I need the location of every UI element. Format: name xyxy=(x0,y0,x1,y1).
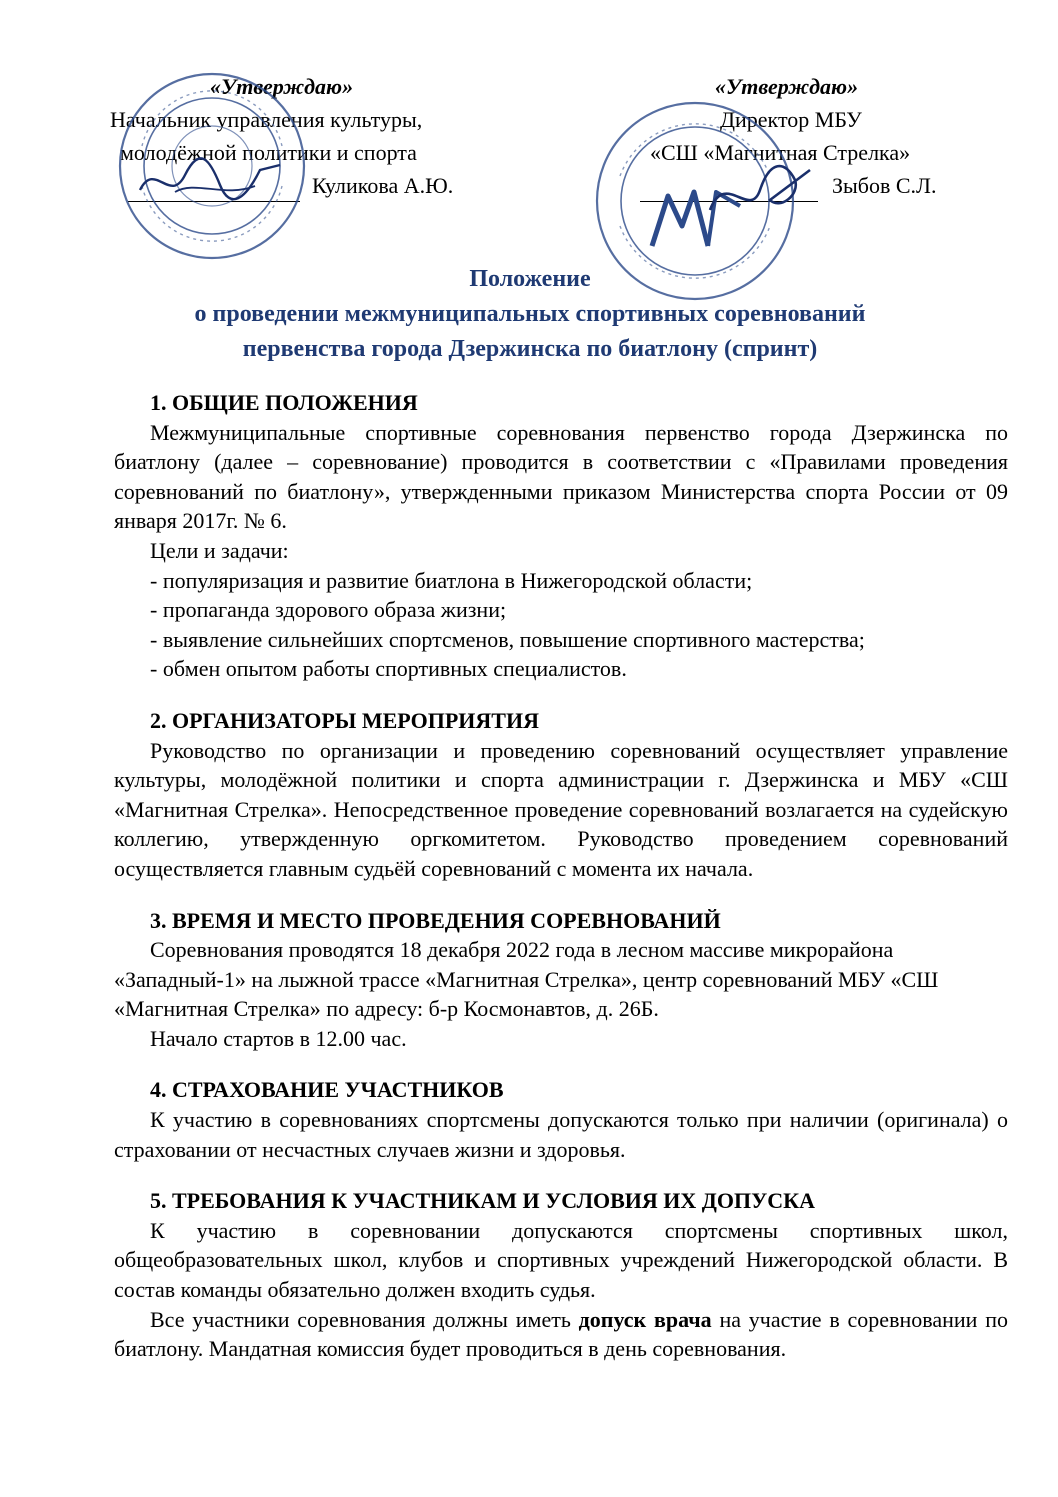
para2-text-after: на участие в соревновании по биатлону. Мандатная комиссия будет проводиться в день соревнования. xyxy=(114,1306,1008,1362)
goal-item: - обмен опытом работы спортивных специалистов. xyxy=(150,656,627,682)
signatory-name-left: Куликова А.Ю. xyxy=(312,173,454,198)
approval-position-right-line1: Директор МБУ xyxy=(720,107,862,132)
signature-right xyxy=(700,150,820,230)
signatory-name-right: Зыбов С.Л. xyxy=(832,173,937,198)
approval-heading-right: «Утверждаю» xyxy=(715,74,859,99)
signature-left xyxy=(135,150,285,210)
document-title-line2: о проведении межмуниципальных спортивных соревнований xyxy=(194,301,866,327)
section-4-paragraph: К участию в соревнованиях спортсмены допускаются только при наличии (оригинала) о страховании от несчастных случаев жизни и здоровья. xyxy=(114,1107,1008,1162)
document-title-line3: первенства города Дзержинска по биатлону (спринт) xyxy=(242,336,818,362)
section-5-paragraph-1: К участию в соревновании допускаются спортсмены спортивных школ, общеобразовательных школ, клубов и спортивных учреждений Нижегородской области. В состав команды обязательно должен входить судья. xyxy=(114,1217,1008,1303)
document-title xyxy=(80,262,980,367)
approval-position-right-line2: «СШ «Магнитная Стрелка» xyxy=(650,140,911,165)
para2-text-before: Все участники соревнования должны иметь xyxy=(150,1306,579,1332)
section-3-start-time: Начало стартов в 12.00 час. xyxy=(150,1025,407,1051)
approval-position-left-line2: молодёжной политики и спорта xyxy=(120,140,417,165)
section-3-heading: 3. ВРЕМЯ И МЕСТО ПРОВЕДЕНИЯ СОРЕВНОВАНИЙ xyxy=(150,907,721,933)
goal-item: - пропаганда здорового образа жизни; xyxy=(150,597,507,623)
section-1-paragraph: Межмуниципальные спортивные соревнования первенство города Дзержинска по биатлону (далее – соревнование) проводится в соответствии с «Правилами проведения соревнований по биатлону», утвержденными приказом Министерства спорта России от 09 января 2017г. № 6. xyxy=(114,419,1008,534)
goal-item: - выявление сильнейших спортсменов, повышение спортивного мастерства; xyxy=(150,626,865,652)
section-gap xyxy=(114,1053,1008,1075)
section-4-heading: 4. СТРАХОВАНИЕ УЧАСТНИКОВ xyxy=(150,1077,504,1103)
section-2-paragraph: Руководство по организации и проведению соревнований осуществляет управление культуры, молодёжной политики и спорта администрации г. Дзержинска и МБУ «СШ «Магнитная Стрелка». Непосредственное проведение соревнований возлагается на судейскую коллегию, утвержденную оргкомитетом. Руководство проведением соревнований осуществляется главным судьёй соревнований с момента их начала. xyxy=(114,737,1008,881)
section-1-heading: 1. ОБЩИЕ ПОЛОЖЕНИЯ xyxy=(150,390,418,415)
section-2-heading: 2. ОРГАНИЗАТОРЫ МЕРОПРИЯТИЯ xyxy=(150,707,539,733)
doctor-admission-emphasis: допуск врача xyxy=(578,1306,712,1332)
document-title-line1: Положение xyxy=(469,266,591,292)
section-3-paragraph: Соревнования проводятся 18 декабря 2022 года в лесном массиве микрорайона «Западный-1» на лыжной трассе «Магнитная Стрелка», центр соревнований МБУ «СШ «Магнитная Стрелка» по адресу: б-р Космонавтов, д. 26Б. xyxy=(114,937,939,1022)
section-5-heading: 5. ТРЕБОВАНИЯ К УЧАСТНИКАМ И УСЛОВИЯ ИХ ДОПУСКА xyxy=(150,1188,816,1214)
section-gap xyxy=(114,684,1008,706)
section-gap xyxy=(114,1164,1008,1186)
goals-label: Цели и задачи: xyxy=(150,537,289,563)
section-5-paragraph-2 xyxy=(114,1305,1008,1364)
goal-item: - популяризация и развитие биатлона в Нижегородской области; xyxy=(150,567,753,593)
approval-heading-left: «Утверждаю» xyxy=(210,74,354,99)
approval-position-left-line1: Начальник управления культуры, xyxy=(110,107,423,132)
section-gap xyxy=(114,884,1008,906)
document-body xyxy=(114,388,1008,1364)
